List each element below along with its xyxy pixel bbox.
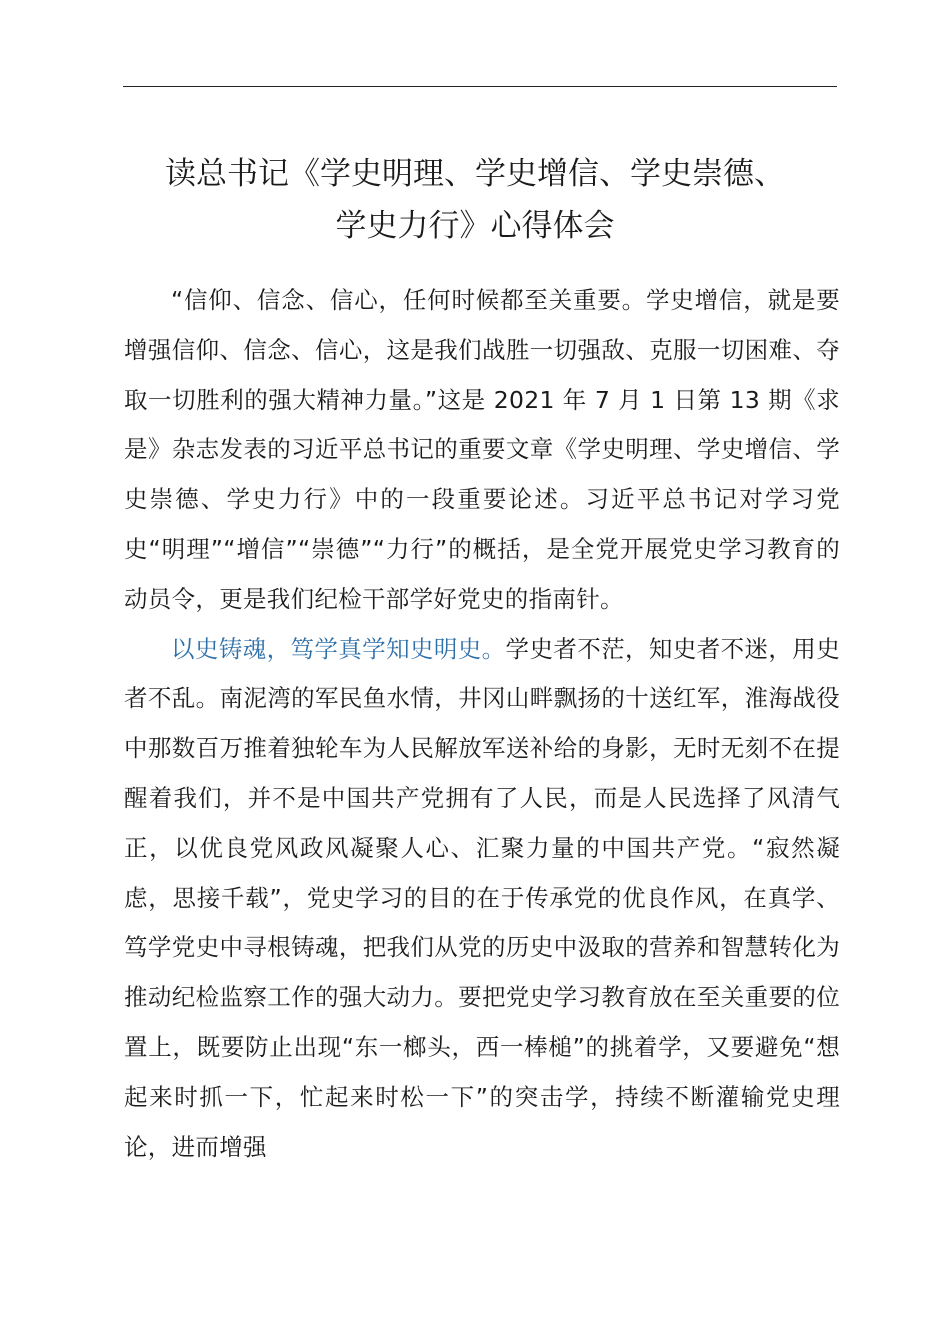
paragraph-2 bbox=[124, 625, 840, 1173]
paragraph-1 bbox=[124, 276, 840, 625]
paragraph-1-text: “信仰、信念、信心，任何时候都至关重要。学史增信，就是要增强信仰、信念、信心，这是我们战胜一切强敌、克服一切困难、夺取一切胜利的强大精神力量。”这是 2021 年 7 月 1 日第 13 期《求是》杂志发表的习近平总书记的重要文章《学史明理、学史增信、学史崇德、学史力行》中的一段重要论述。习近平总书记对学习党史“明理”“增信”“崇德”“力行”的概括，是全党开展党史学习教育的动员令，更是我们纪检干部学好党史的指南针。 bbox=[124, 286, 840, 613]
title-line-1: 读总书记《学史明理、学史增信、学史崇德、 bbox=[165, 156, 785, 192]
paragraph-2-lead: 以史铸魂，笃学真学知史明史。 bbox=[171, 634, 506, 663]
title-line-2: 学史力行》心得体会 bbox=[335, 208, 615, 244]
header-rule bbox=[123, 86, 837, 87]
document-body bbox=[124, 276, 840, 1172]
paragraph-2-text: 学史者不茫，知史者不迷，用史者不乱。南泥湾的军民鱼水情，井冈山畔飘扬的十送红军，淮海战役中那数百万推着独轮车为人民解放军送补给的身影，无时无刻不在提醒着我们，并不是中国共产党拥有了人民，而是人民选择了风清气正，以优良党风政风凝聚人心、汇聚力量的中国共产党。“寂然凝虑，思接千载”，党史学习的目的在于传承党的优良作风，在真学、笃学党史中寻根铸魂，把我们从党的历史中汲取的营养和智慧转化为推动纪检监察工作的强大动力。要把党史学习教育放在至关重要的位置上，既要防止出现“东一榔头，西一棒槌”的挑着学，又要避免“想起来时抓一下，忙起来时松一下”的突击学，持续不断灌输党史理论，进而增强 bbox=[124, 634, 840, 1161]
document-title bbox=[100, 148, 850, 252]
